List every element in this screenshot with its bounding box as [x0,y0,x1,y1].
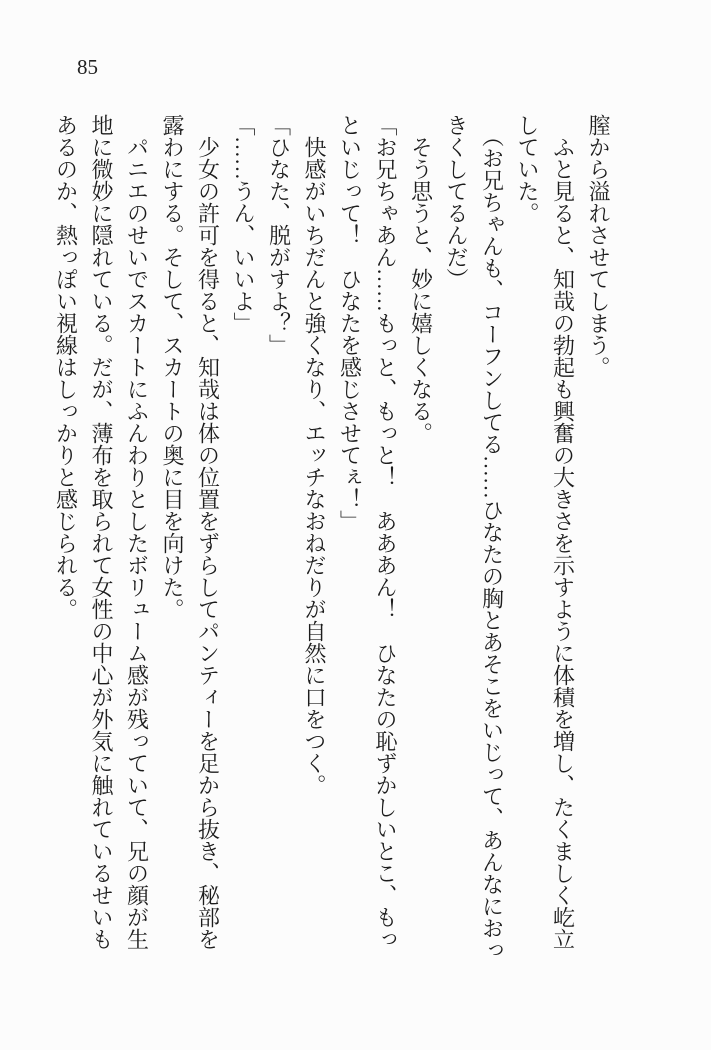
text-line: 「お兄ちゃあん……もっと、もっと！ あああん！ ひなたの恥ずかしいとこ、もっ [373,114,398,950]
vertical-text-block [48,114,616,961]
text-line: 膣から溢れさせてしまう。 [586,114,611,378]
page-number: 85 [77,55,98,79]
text-line: 快感がいちだんと強くなり、エッチなおねだりが自然に口をつく。 [302,136,327,796]
text-line: 少女の許可を得ると、知哉は体の位置をずらしてパンティーを足から抜き、秘部を [195,136,221,950]
text-line: あるのか、熱っぽい視線はしっかりと感じられる。 [53,114,79,620]
text-line: パニエのせいでスカートにふんわりとしたボリューム感が残っていて、兄の顔が生 [124,136,150,950]
text-line: そう思うと、妙に嬉しくなる。 [408,136,434,444]
text-line: 地に微妙に隠れている。だが、薄布を取られて女性の中心が外気に触れているせいも [89,114,114,950]
text-line: 露わにする。そして、スカートの奥に目を向けた。 [160,114,185,620]
text-line: していた。 [515,114,540,224]
text-line: きくしてるんだ） [444,114,469,290]
text-line: （お兄ちゃんも、コーフンしてる……ひなたの胸とあそこをいじって、あんなにおっ [479,125,505,961]
text-line: といじって！ ひなたを感じさせてぇ！」 [337,114,363,532]
text-line: ふと見ると、知哉の勃起も興奮の大きさを示すように体積を増し、たくましく屹立 [550,136,576,950]
text-line: 「……うん、いいよ」 [231,114,256,334]
text-line: 「ひなた、脱がすよ？」 [266,114,292,356]
